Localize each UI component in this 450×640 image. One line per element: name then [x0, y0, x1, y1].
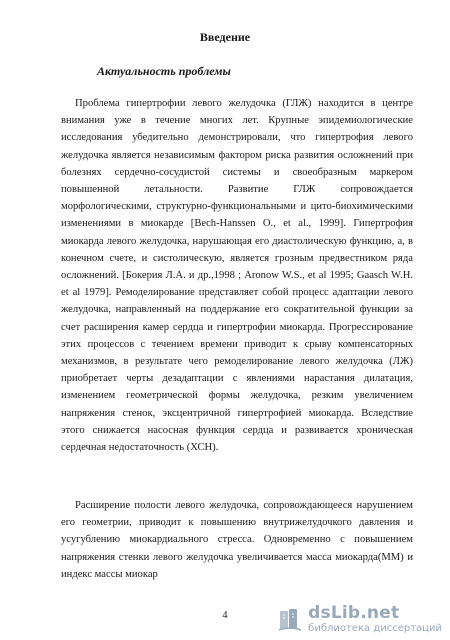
body-paragraph: Расширение полости левого желудочка, сопровождающееся нарушением его геометрии, приводит к повышению внутрижелудочкого давления и усугублению миокардиального стресса. Одновременно с повышением напряжения стенки левого желудочка увеличивается масса миокарда(ММ) и индекс массы миокар	[61, 500, 413, 580]
page-heading: Введение	[199, 30, 251, 44]
watermark-brand: dsLib.net	[308, 603, 400, 623]
body-paragraph: Проблема гипертрофии левого желудочка (ГЛЖ) находится в центре внимания уже в течение многих лет. Крупные эпидемиологические исследования убедительно демонстрировали, что гипертрофия левого желудочка является независимым фактором риска развития осложнений при болезнях сердечно-сосудистой системы и своеобразным маркером повышенной летальности. Развитие ГЛЖ сопровождается морфологическими, структурно-функциональными и цито-биохимическими изменениями в миокарде [Bech-Hanssen О., et al., 1999]. Гипертрофия миокарда левого желудочка, нарушающая его диастолическую функцию, а, в конечном счете, и систолическую, является грозным предвестником ряда осложнений. [Бокерия Л.А. и др.,1998 ; Aronow W.S., et al 1995; Gaasch W.H. et al 1979]. Ремоделирование представляет собой процесс адаптации левого желудочка, направленный на поддержание его сократительной функции за счет расширения камер сердца и гипертрофии миокарда. Прогрессирование этих процессов с течением времени приводит к срыву компенсаторных механизмов, в результате чего ремоделирование левого желудочка (ЛЖ) приобретает черты дезадаптации с явлениями нарастания дилатация, изменением геометрической формы желудочка, резким увеличением напряжения стенок, эксцентричной гипертрофией миокарда. Вследствие этого снижается насосная функция сердца и развивается хроническая сердечная недостаточность (ХСН).	[61, 98, 413, 454]
page-number: 4	[222, 610, 228, 621]
watermark-tagline: библиотека диссертаций	[308, 623, 442, 634]
section-subheading: Актуальность проблемы	[97, 64, 231, 78]
dslib-logo-icon	[277, 607, 303, 633]
watermark	[277, 605, 442, 634]
